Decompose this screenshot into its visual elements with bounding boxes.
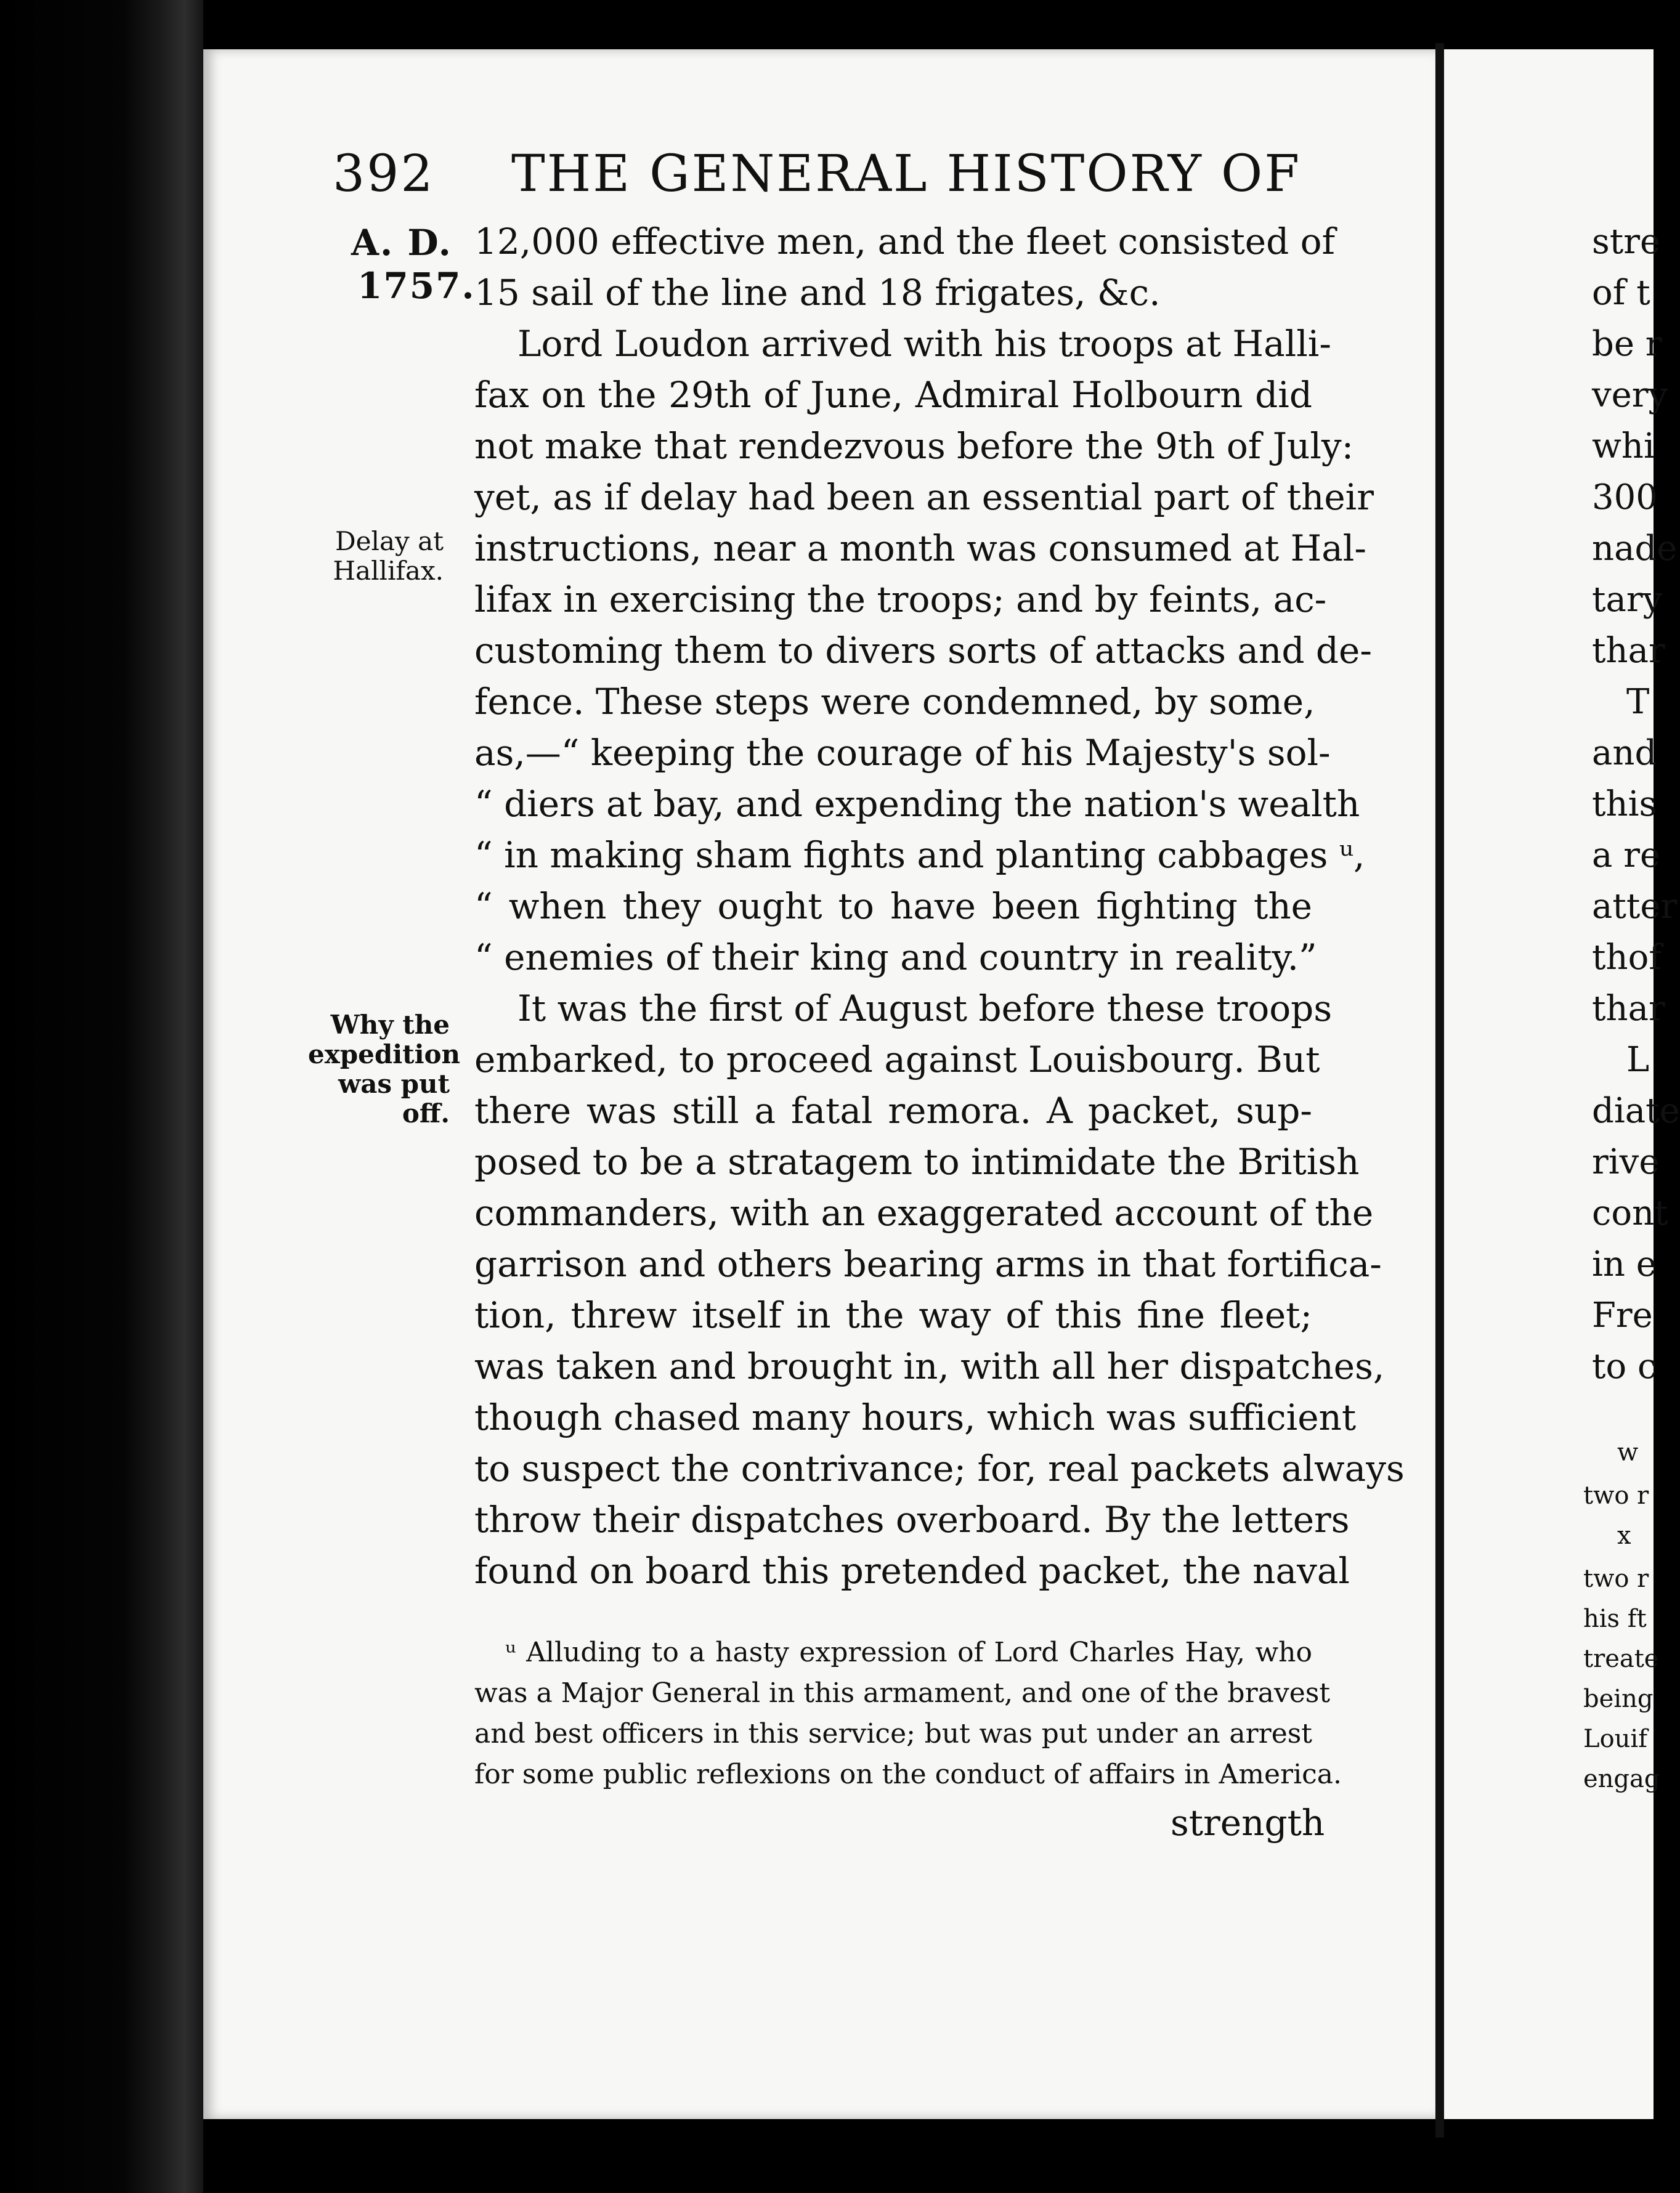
body-line: found on board this pretended packet, the naval — [474, 1550, 1350, 1592]
right-page-line: L — [1626, 1040, 1650, 1080]
body-line: throw their dispatches overboard. By the letters — [474, 1499, 1350, 1541]
footnote-line: and best officers in this service; but was put under an arrest — [474, 1718, 1312, 1749]
body-line: “ enemies of their king and country in reality.” — [474, 936, 1317, 978]
footnote-line: for some public reflexions on the conduct of affairs in America. — [474, 1759, 1342, 1790]
right-footnote-line: treate — [1583, 1645, 1659, 1673]
body-line: not make that rendezvous before the 9th of July: — [474, 425, 1354, 467]
body-line: “ in making sham fights and planting cabbages ᵘ, — [474, 834, 1365, 876]
right-page-line: diate — [1592, 1091, 1680, 1131]
sidenote-line: Hallifax. — [333, 556, 444, 586]
right-page-line: this — [1592, 784, 1657, 824]
catchword: strength — [1171, 1802, 1325, 1844]
right-page-line: of t — [1592, 273, 1650, 313]
body-line: garrison and others bearing arms in that fortifica- — [474, 1243, 1382, 1285]
right-footnote-line: w — [1617, 1438, 1639, 1467]
footnote-line: was a Major General in this armament, and one of the bravest — [474, 1677, 1331, 1709]
body-line: there was still a fatal remora. A packet, sup- — [474, 1090, 1312, 1132]
right-page-line: be r — [1592, 324, 1662, 364]
body-line: 15 sail of the line and 18 frigates, &c. — [474, 272, 1161, 314]
right-footnote-line: two r — [1583, 1482, 1649, 1510]
margin-year: 1757. — [357, 265, 476, 307]
body-line: 12,000 effective men, and the fleet consisted of — [474, 221, 1336, 262]
body-line: instructions, near a month was consumed at Hal- — [474, 527, 1366, 569]
body-line: Lord Loudon arrived with his troops at Halli- — [517, 323, 1331, 365]
right-page-line: thar — [1592, 631, 1665, 671]
right-page-line: Fre — [1592, 1295, 1653, 1336]
right-footnote-line: x — [1617, 1522, 1631, 1550]
right-page-line: in e — [1592, 1244, 1657, 1284]
right-page-line: and — [1592, 733, 1657, 773]
page-number: 392 — [333, 145, 435, 203]
body-line: lifax in exercising the troops; and by feints, ac- — [474, 578, 1327, 620]
right-footnote-line: two r — [1583, 1565, 1649, 1593]
body-line: “ diers at bay, and expending the nation's wealth — [474, 783, 1360, 825]
sidenote-delay — [308, 527, 444, 586]
sidenote-why — [308, 1010, 461, 1129]
right-footnote-line: Louif — [1583, 1725, 1648, 1753]
right-page-line: very — [1592, 375, 1668, 415]
right-footnote-line: being — [1583, 1685, 1654, 1713]
right-page-line: whi — [1592, 426, 1655, 466]
right-page-line: a re — [1592, 835, 1661, 875]
body-line: commanders, with an exaggerated account of the — [474, 1192, 1374, 1234]
gutter — [1435, 43, 1444, 2138]
page-header — [333, 145, 1318, 219]
body-line: customing them to divers sorts of attacks and de- — [474, 630, 1372, 671]
right-page-line: T — [1626, 682, 1650, 722]
right-footnote-line: engag — [1583, 1765, 1660, 1793]
right-page-line: nade — [1592, 529, 1678, 569]
body-line: It was the first of August before these troops — [517, 987, 1333, 1029]
body-line: posed to be a stratagem to intimidate the British — [474, 1141, 1360, 1183]
running-head: THE GENERAL HISTORY OF — [511, 145, 1302, 203]
right-page-line: stre — [1592, 222, 1661, 262]
right-page-line: cont — [1592, 1193, 1668, 1233]
body-line: fence. These steps were condemned, by some, — [474, 681, 1315, 723]
sidenote-line: was put off. — [338, 1069, 450, 1129]
margin-ad: A. D. — [351, 222, 452, 264]
body-line: “ when they ought to have been fighting the — [474, 885, 1312, 927]
sidenote-line: Why the — [330, 1010, 450, 1040]
right-page-line: thof — [1592, 938, 1662, 978]
right-footnote-line: his ft — [1583, 1605, 1647, 1633]
body-line: tion, threw itself in the way of this fine fleet; — [474, 1294, 1312, 1336]
sidenote-line: Delay at — [335, 526, 444, 556]
sidenote-line: expedition — [308, 1039, 461, 1069]
body-line: as,—“ keeping the courage of his Majesty's sol- — [474, 732, 1331, 774]
right-page-line: tary — [1592, 580, 1663, 620]
body-line: fax on the 29th of June, Admiral Holbourn did — [474, 374, 1312, 416]
body-line: yet, as if delay had been an essential part of their — [474, 476, 1374, 518]
body-line: was taken and brought in, with all her dispatches, — [474, 1345, 1385, 1387]
right-page-line: thar — [1592, 989, 1665, 1029]
body-line: though chased many hours, which was sufficient — [474, 1396, 1357, 1438]
right-page-line: atter — [1592, 886, 1678, 926]
right-page-line: rive — [1592, 1142, 1660, 1182]
scan-edge-left — [0, 0, 203, 2193]
body-line: embarked, to proceed against Louisbourg. But — [474, 1039, 1320, 1080]
right-page-line: 300 — [1592, 477, 1658, 517]
right-page-line: to c — [1592, 1347, 1657, 1387]
footnote-line: ᵘ Alluding to a hasty expression of Lord Charles Hay, who — [505, 1637, 1312, 1668]
body-line: to suspect the contrivance; for, real packets always — [474, 1448, 1405, 1490]
